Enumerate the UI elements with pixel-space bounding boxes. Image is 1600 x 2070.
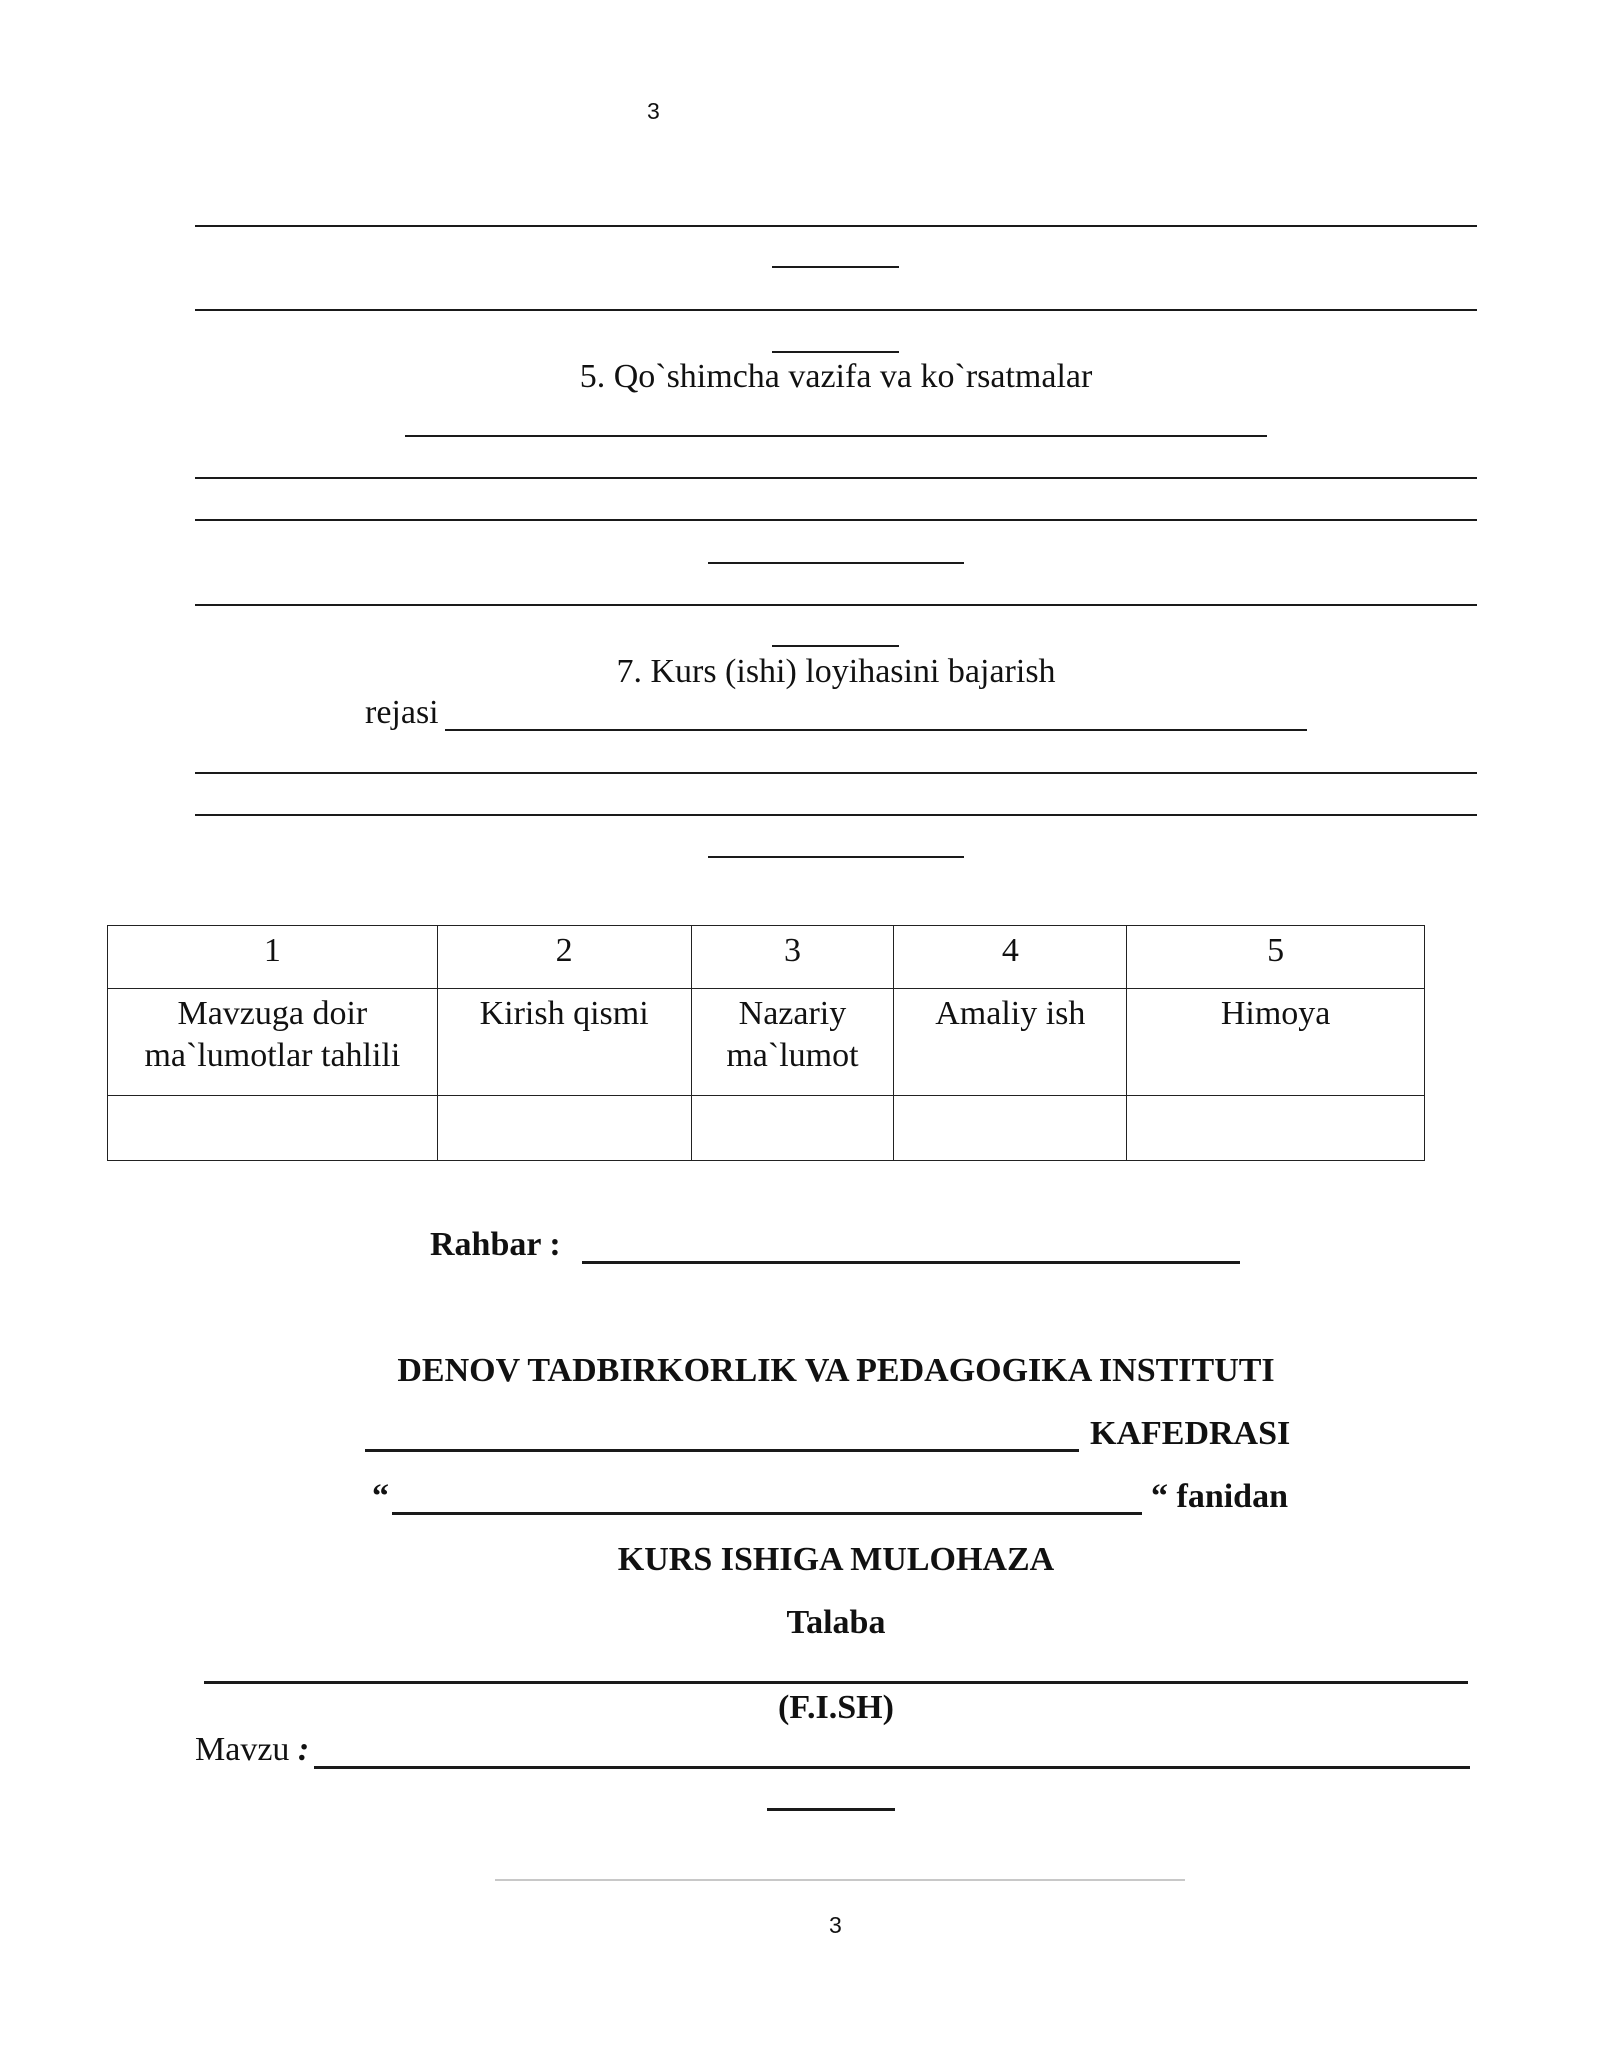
stage-text: Himoya	[1220, 995, 1331, 1032]
subject-open-quote: “	[372, 1478, 389, 1515]
supervisor-signature-line	[582, 1261, 1240, 1264]
page-number-bottom: 3	[829, 1912, 842, 1938]
stage-text: Kirish qismi	[479, 995, 649, 1032]
table-cell-number: 5	[1127, 926, 1425, 989]
blank-line	[195, 772, 1477, 774]
student-name-line	[204, 1681, 1468, 1684]
stage-text: Mavzuga doir	[177, 995, 368, 1032]
stage-text: ma`lumot	[726, 1037, 859, 1074]
section-5-heading: 5. Qo`shimcha vazifa va ko`rsatmalar	[579, 358, 1093, 395]
topic-blank-line	[314, 1766, 1470, 1769]
table-cell-number: 2	[437, 926, 691, 989]
stage-text: ma`lumotlar tahlili	[144, 1037, 401, 1074]
fish-label: (F.I.SH)	[778, 1689, 894, 1726]
blank-line-short	[708, 562, 964, 564]
table-cell-empty	[691, 1096, 894, 1161]
table-cell-stage	[894, 989, 1127, 1096]
blank-line	[195, 309, 1477, 311]
blank-line	[445, 729, 1307, 731]
page-number-top: 3	[647, 98, 660, 124]
table-cell-number: 4	[894, 926, 1127, 989]
blank-line-short	[708, 856, 964, 858]
topic-label	[195, 1731, 309, 1769]
table-cell-empty	[1127, 1096, 1425, 1161]
student-label: Talaba	[786, 1604, 886, 1641]
section-7-heading: 7. Kurs (ishi) loyihasini bajarish	[616, 653, 1056, 690]
subject-suffix: “ fanidan	[1151, 1478, 1288, 1515]
blank-line	[405, 435, 1267, 437]
blank-line-short	[772, 645, 899, 647]
topic-label-text: Mavzu	[195, 1731, 290, 1768]
stage-text: Amaliy ish	[935, 995, 1086, 1032]
blank-line	[195, 604, 1477, 606]
table-cell-number: 1	[108, 926, 438, 989]
topic-blank-line-short	[767, 1808, 895, 1811]
blank-line-short	[772, 351, 899, 353]
topic-colon: :	[297, 1731, 310, 1768]
table-cell-stage	[108, 989, 438, 1096]
department-suffix: KAFEDRASI	[1090, 1415, 1291, 1452]
blank-line-short	[772, 266, 899, 268]
work-plan-table	[107, 925, 1425, 1161]
blank-line	[195, 814, 1477, 816]
department-blank-line	[365, 1449, 1079, 1452]
table-cell-stage	[1127, 989, 1425, 1096]
page-divider	[495, 1879, 1185, 1881]
blank-line	[195, 225, 1477, 227]
blank-line	[195, 477, 1477, 479]
section-7-heading-cont: rejasi	[365, 694, 439, 731]
review-title: KURS ISHIGA MULOHAZA	[617, 1541, 1055, 1578]
stage-text: Nazariy	[738, 995, 847, 1032]
table-cell-stage	[691, 989, 894, 1096]
table-cell-stage	[437, 989, 691, 1096]
subject-blank-line	[392, 1512, 1142, 1515]
table-row-empty	[108, 1096, 1425, 1161]
table-row-numbers	[108, 926, 1425, 989]
table-cell-number: 3	[691, 926, 894, 989]
table-cell-empty	[894, 1096, 1127, 1161]
blank-line	[195, 519, 1477, 521]
table-row-stages	[108, 989, 1425, 1096]
institute-name: DENOV TADBIRKORLIK VA PEDAGOGIKA INSTITUTI	[397, 1352, 1275, 1389]
table-cell-empty	[437, 1096, 691, 1161]
supervisor-label: Rahbar :	[430, 1226, 561, 1263]
table-cell-empty	[108, 1096, 438, 1161]
